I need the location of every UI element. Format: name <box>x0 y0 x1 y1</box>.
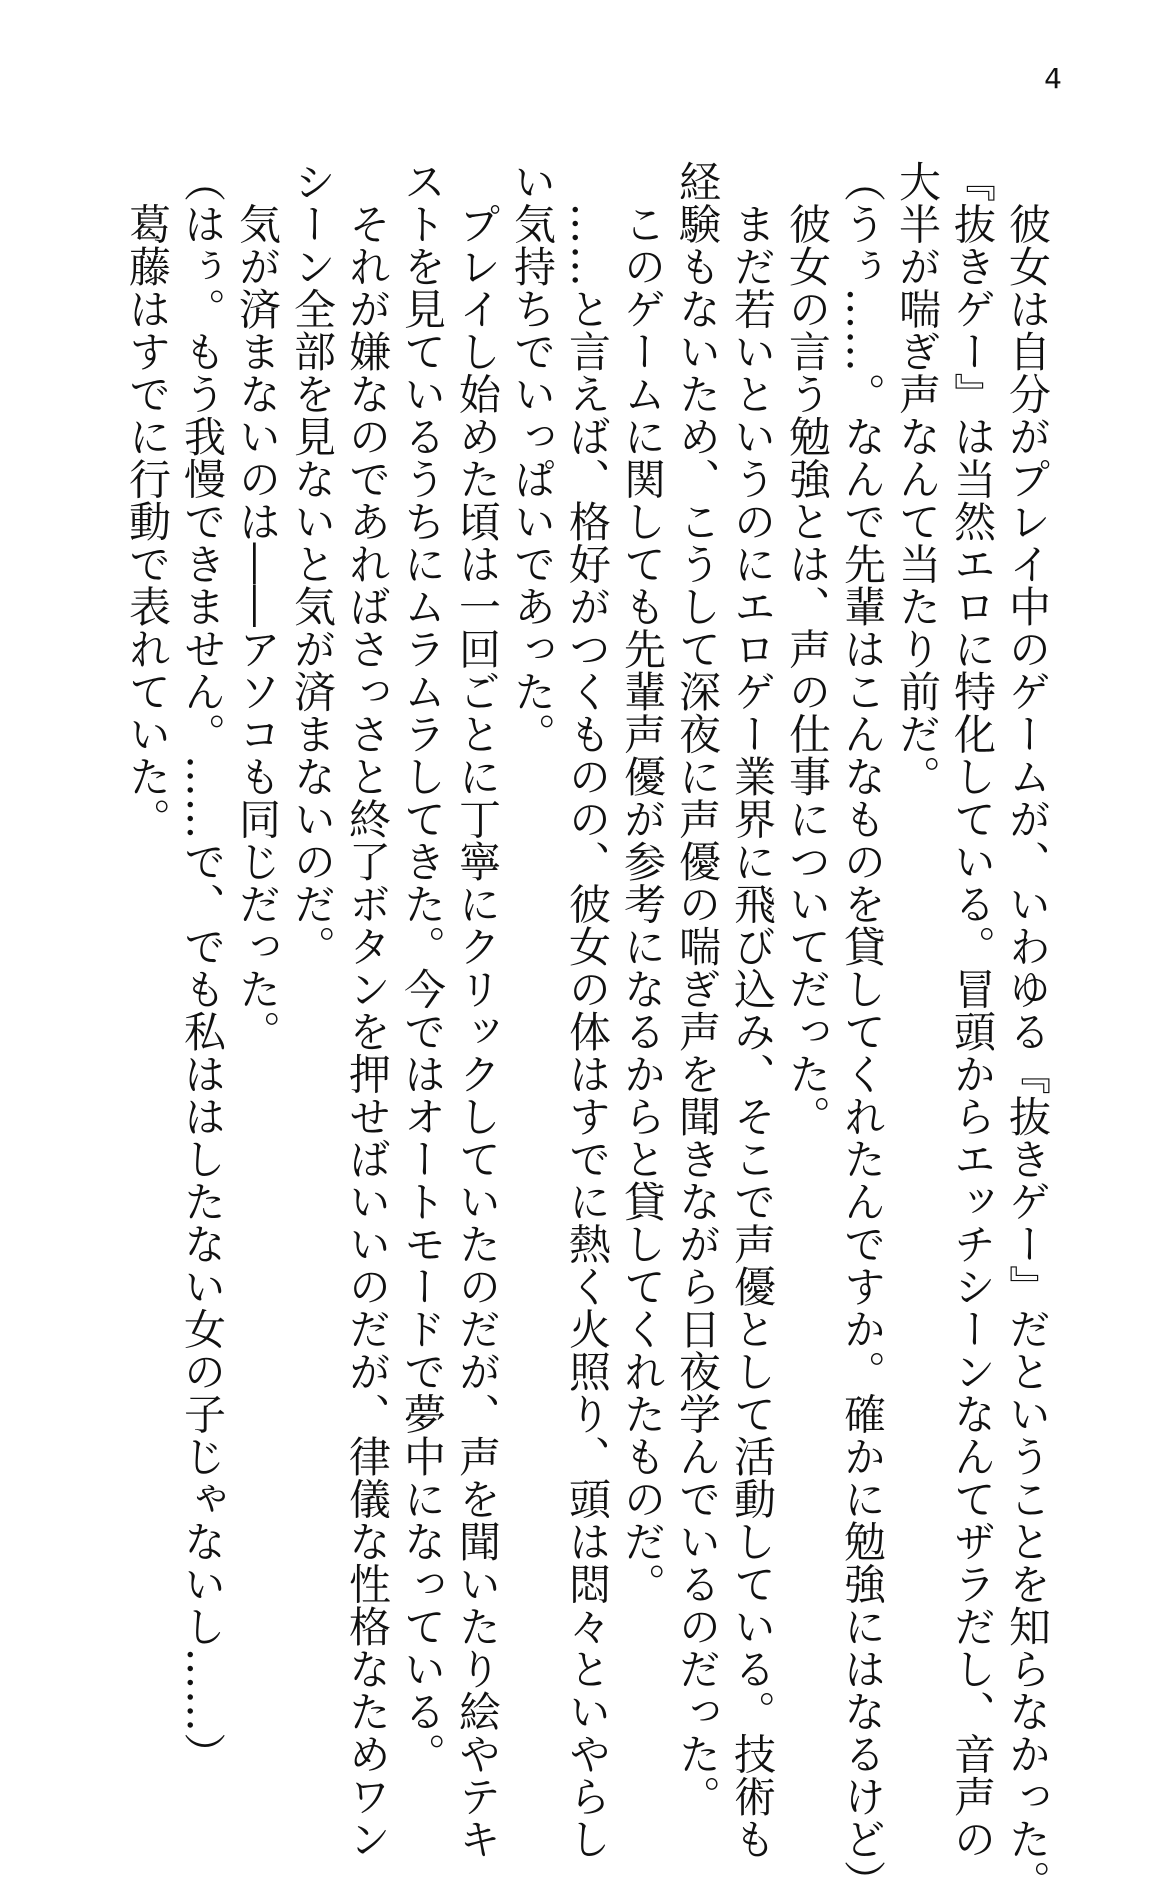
vertical-text-body <box>120 160 1055 1903</box>
text-line: ……と言えば、格好がつくものの、彼女の体はすでに熱く火照り、頭は悶々といやらし <box>563 160 612 1860</box>
text-line: （はぅ。もう我慢できません。……で、でも私ははしたない女の子じゃないし……） <box>178 160 227 1775</box>
text-line: 経験もないため、こうして深夜に声優の喘ぎ声を聞きながら日夜学んでいるのだった。 <box>673 160 722 1818</box>
text-line: シーン全部を見ないと気が済まないのだ。 <box>288 160 337 968</box>
text-line: （うぅ……。なんで先輩はこんなものを貸してくれたんですか。確かに勉強にはなるけど） <box>838 160 887 1903</box>
text-line: 彼女は自分がプレイ中のゲームが、いわゆる『抜きゲー』だということを知らなかった。 <box>1003 160 1052 1903</box>
text-line: プレイし始めた頃は一回ごとに丁寧にクリックしていたのだが、声を聞いたり絵やテキ <box>453 160 502 1860</box>
text-line: 葛藤はすでに行動で表れていた。 <box>123 160 172 840</box>
page-number: 4 <box>1044 62 1062 95</box>
text-line: 気が済まないのは――アソコも同じだった。 <box>233 160 282 1053</box>
text-line: ストを見ているうちにムラムラしてきた。今ではオートモードで夢中になっている。 <box>398 160 447 1775</box>
text-line: 彼女の言う勉強とは、声の仕事についてだった。 <box>783 160 832 1138</box>
text-line: 大半が喘ぎ声なんて当たり前だ。 <box>893 160 942 798</box>
text-line: い気持ちでいっぱいであった。 <box>508 160 557 755</box>
text-line: 『抜きゲー』は当然エロに特化している。冒頭からエッチシーンなんてザラだし、音声の <box>948 160 997 1860</box>
text-line: それが嫌なのであればさっさと終了ボタンを押せばいいのだが、律儀な性格なためワン <box>343 160 392 1860</box>
text-line: まだ若いというのにエロゲー業界に飛び込み、そこで声優として活動している。技術も <box>728 160 777 1860</box>
text-line: このゲームに関しても先輩声優が参考になるからと貸してくれたものだ。 <box>618 160 667 1605</box>
